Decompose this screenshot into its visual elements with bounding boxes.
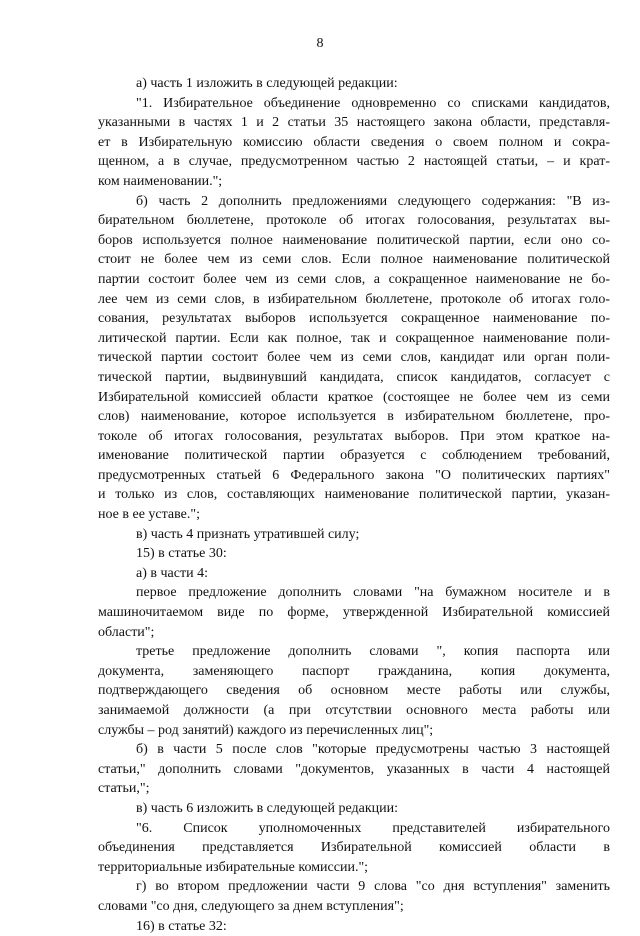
text-line: статьи," дополнить словами "документов, указанных в части 4 настоящей [98,761,610,777]
text-line: третье предложение дополнить словами ", копия паспорта или [136,644,610,660]
text-line: документа, заменяющего паспорт гражданина, копия документа, [98,663,610,679]
text-line: и только из слов, составляющих наименование политической партии, указан- [98,487,610,503]
text-line: стоит не более чем из семи слов. Если полное наименование политической [98,252,610,268]
text-line: тической партии, выдвинувший кандидата, список кандидатов, согласует с [98,369,610,385]
text-line: указанными в частях 1 и 2 статьи 35 настоящего закона области, представля- [98,115,610,131]
text-line: статьи,"; [98,781,150,797]
text-line: территориальные избирательные комиссии."; [98,859,369,875]
text-line: в) часть 4 признать утратившей силу; [136,526,360,542]
page-number: 8 [316,36,324,51]
text-line: лее чем из семи слов, в избирательном бюллетене, протоколе об итогах голо- [98,291,610,307]
text-line: 16) в статье 32: [136,918,227,934]
text-line: боров используется полное наименование политической партии, если оно со- [98,232,610,248]
text-line: в) часть 6 изложить в следующей редакции: [136,800,399,816]
text-line: б) в части 5 после слов "которые предусмотрены частью 3 настоящей [136,742,610,758]
text-line: б) часть 2 дополнить предложениями следующего содержания: "В из- [136,193,610,209]
text-line: ет в Избирательную комиссию области сведения о своем полном и сокра- [98,134,610,150]
text-line: слов) наименование, которое используется в избирательном бюллетене, про- [98,409,610,425]
text-line: ное в ее уставе."; [98,507,200,523]
text-line: Избирательной комиссией области краткое (состоящее не более чем из семи [98,389,610,405]
text-line: токоле об итогах голосования, результатах выборов. При этом краткое на- [98,428,610,444]
text-line: именование политической партии образуется с соблюдением требований, [98,448,610,464]
text-line: службы – род занятий) каждого из перечисленных лиц"; [98,722,434,738]
text-line: литической партии. Если как полное, так и сокращенное наименование поли- [98,330,610,346]
text-line: а) в части 4: [136,565,208,581]
text-line: щенном, а в случае, предусмотренном частью 2 настоящей статьи, – и крат- [98,154,610,170]
text-line: объединения представляется Избирательной комиссией области в [98,840,610,856]
text-line: словами "со дня, следующего за днем вступления"; [98,898,404,914]
text-line: первое предложение дополнить словами "на бумажном носителе и в [136,585,610,601]
text-line: области"; [98,624,155,640]
document-body [98,74,610,936]
text-line: бирательном бюллетене, протоколе об итогах голосования, результатах вы- [98,213,610,229]
text-line: г) во втором предложении части 9 слова "со дня вступления" заменить [136,879,610,895]
text-line: ком наименовании."; [98,173,223,189]
text-line: занимаемой должности (а при отсутствии основного места работы или [98,703,610,718]
text-line: а) часть 1 изложить в следующей редакции: [136,76,398,91]
text-line: "1. Избирательное объединение одновременно со списками кандидатов, [136,95,610,111]
text-line: машиночитаемом виде по форме, утвержденной Избирательной комиссией [98,605,610,621]
text-line: сования, результатах выборов используется сокращенное наименование по- [98,311,610,327]
text-line: предусмотренных статьей 6 Федерального закона "О политических партиях" [98,467,610,483]
text-line: партии состоит более чем из семи слов, а сокращенное наименование не бо- [98,271,610,287]
text-line: 15) в статье 30: [136,546,227,562]
text-line: тической партии состоит более чем из семи слов, кандидат или орган поли- [98,350,610,366]
text-line: "6. Список уполномоченных представителей избирательного [136,820,610,836]
text-line: подтверждающего сведения об основном месте работы или службы, [98,683,610,699]
